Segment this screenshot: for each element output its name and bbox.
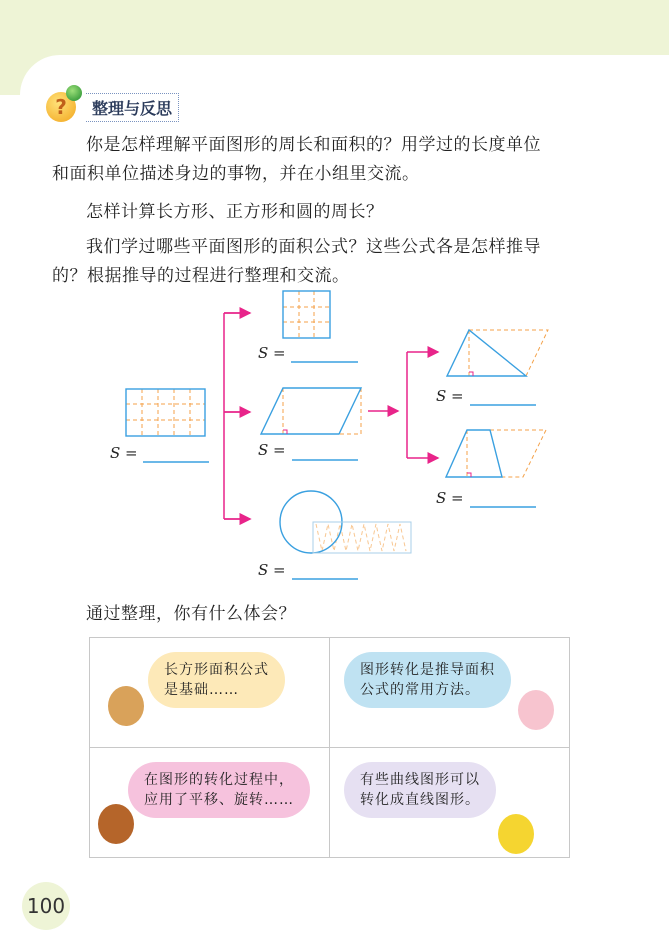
paragraph-line: 的？根据推导的过程进行整理和交流。 [52,266,350,286]
rectangle-shape [126,389,205,436]
bubble-cell [90,638,330,748]
paragraph-line: 和面积单位描述身边的事物，并在小组里交流。 [52,164,420,184]
reflection-table [89,637,570,858]
section-title: 整理与反思 [86,93,179,122]
formula-label: S = [436,489,464,507]
formula-label: S = [258,441,286,459]
bubble-text: 有些曲线图形可以 [360,772,480,788]
bubble-cell [330,748,570,858]
page-number: 100 [22,882,70,930]
bubble-text: 图形转化是推导面积 [360,662,495,678]
bubble-text: 公式的常用方法。 [360,682,480,698]
bear-icon [108,686,144,726]
formula-label: S = [258,344,286,362]
parallelogram-shape [261,388,361,434]
speech-bubble [148,652,285,708]
bird-icon [498,814,534,854]
reflection-question: 通过整理，你有什么体会？ [86,604,296,624]
triangle-shape [447,330,526,376]
formula-label: S = [110,444,138,462]
square-shape [283,291,330,338]
paragraph-line: 我们学过哪些平面图形的面积公式？这些公式各是怎样推导 [86,237,541,257]
monkey-icon [98,804,134,844]
speech-bubble [344,762,496,818]
bubble-cell [90,748,330,858]
bubble-text: 应用了平移、旋转…… [144,792,294,808]
speech-bubble [128,762,310,818]
bubble-text: 长方形面积公式 [164,662,269,678]
paragraph-line: 你是怎样理解平面图形的周长和面积的？用学过的长度单位 [86,135,541,155]
trapezoid-shape [446,430,502,477]
speech-bubble [344,652,511,708]
formula-label: S = [436,387,464,405]
bubble-cell [330,638,570,748]
rabbit-icon [518,690,554,730]
formula-label: S = [258,561,286,579]
bubble-text: 是基础…… [164,682,239,698]
bubble-text: 在图形的转化过程中， [144,772,294,788]
paragraph-line: 怎样计算长方形、正方形和圆的周长？ [86,202,384,222]
question-ball-icon: ? [46,92,76,122]
bubble-text: 转化成直线图形。 [360,792,480,808]
